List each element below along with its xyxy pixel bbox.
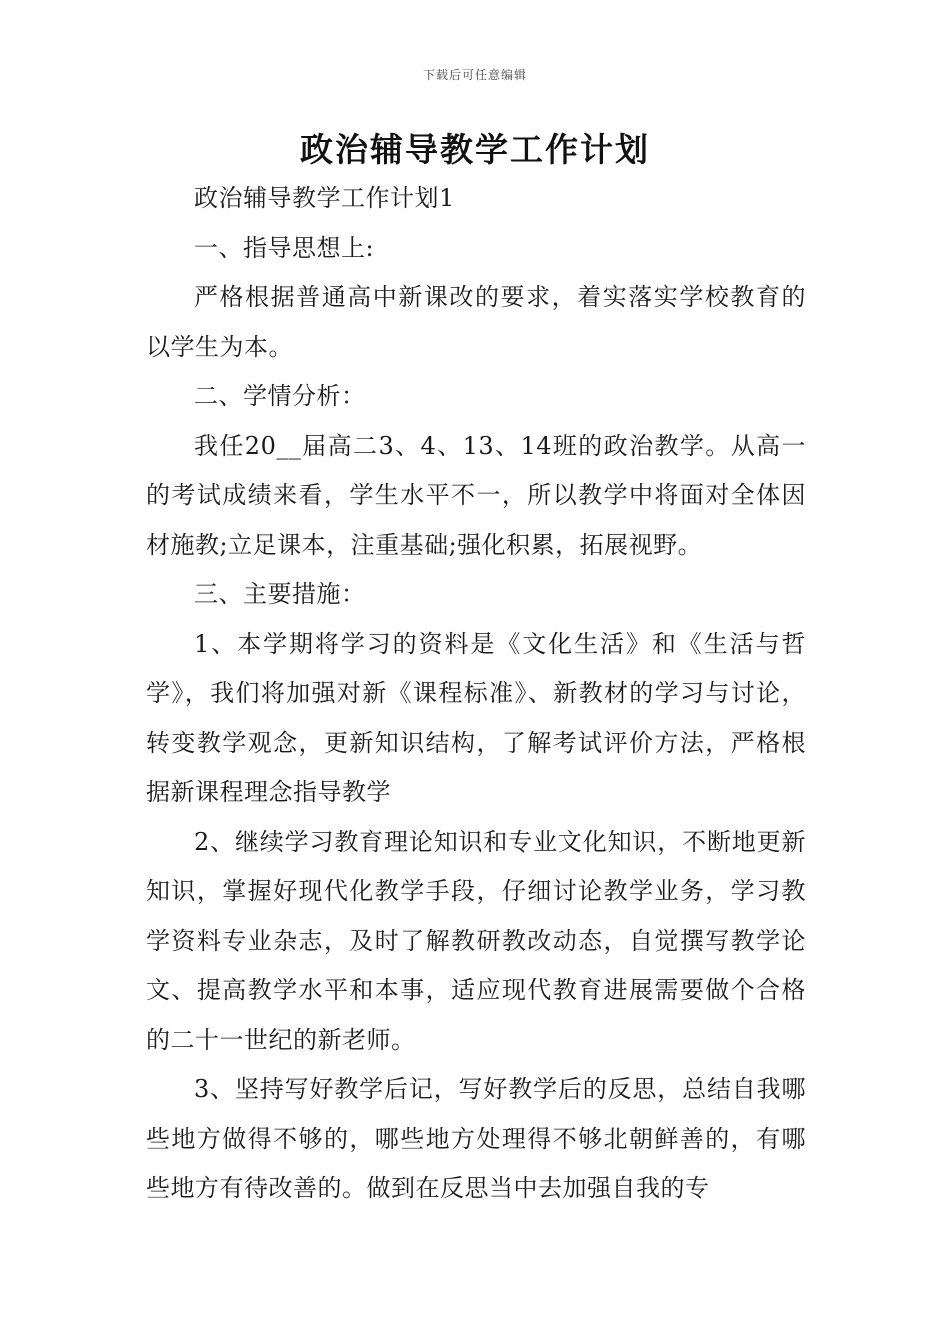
document-body: [146, 174, 806, 1214]
section-heading-main-measures: 三、主要措施：: [194, 580, 366, 608]
section-heading-guiding-thought: 一、指导思想上:: [194, 233, 375, 262]
subtitle-paragraph: 政治辅导教学工作计划1: [194, 184, 455, 212]
body-paragraph: 2、继续学习教育理论知识和专业文化知识，不断地更新知识，掌握好现代化教学手段，仔细讨论教学业务，学习教学资料专业杂志，及时了解教研教改动态，自觉撰写教学论文、提高教学水平和本事，适应现代教育进展需要做个合格的二十一世纪的新老师。: [146, 827, 806, 1054]
body-paragraph: 我任20__届高二3、4、13、14班的政治教学。从高一的考试成绩来看，学生水平不一，所以教学中将面对全体因材施教;立足课本，注重基础;强化积累，拓展视野。: [146, 431, 806, 559]
body-paragraph: 严格根据普通高中新课改的要求，着实落实学校教育的以学生为本。: [146, 283, 806, 361]
page-header-note: 下载后可任意编辑: [422, 68, 527, 82]
document-title: 政治辅导教学工作计划: [300, 130, 650, 169]
body-paragraph: 1、本学期将学习的资料是《文化生活》和《生活与哲学》，我们将加强对新《课程标准》、新教材的学习与讨论，转变教学观念，更新知识结构，了解考试评价方法，严格根据新课程理念指导教学: [146, 629, 806, 806]
section-heading-student-analysis: 二、学情分析：: [194, 382, 366, 410]
body-paragraph: 3、坚持写好教学后记，写好教学后的反思，总结自我哪些地方做得不够的，哪些地方处理得不够北朝鲜善的，有哪些地方有待改善的。做到在反思当中去加强自我的专: [146, 1075, 806, 1202]
